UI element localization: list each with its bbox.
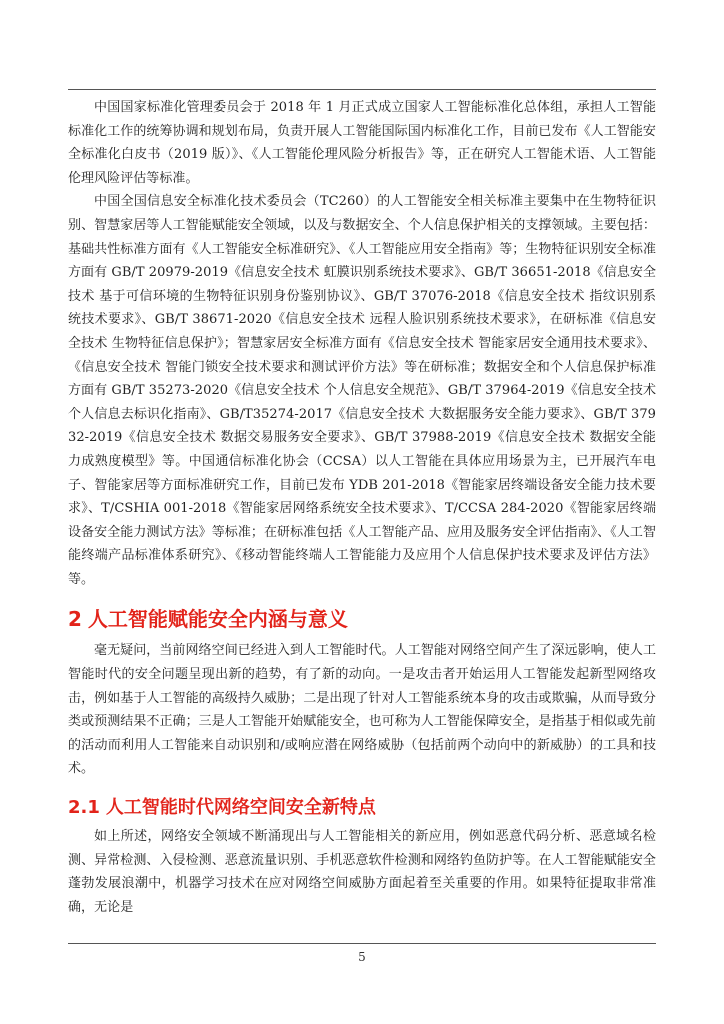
paragraph-section-2-1: 如上所述，网络安全领域不断涌现出与人工智能相关的新应用，例如恶意代码分析、恶意域名检测、异常检测、入侵检测、恶意流量识别、手机恶意软件检测和网络钓鱼防护等。在人工智能赋能安全蓬勃发展浪潮中，机器学习技术在应对网络空间威胁方面起着至关重要的作用。如果特征提取非常准确，无论是: [68, 829, 656, 915]
section-title: 人工智能赋能安全内涵与意义: [87, 607, 348, 632]
paragraph-tc260-standards: 中国全国信息安全标准化技术委员会（TC260）的人工智能安全相关标准主要集中在生物特征识别、智慧家居等人工智能赋能安全领域，以及与数据安全、个人信息保护相关的支撑领域。主要包括：基础共性标准方面有《人工智能安全标准研究》、《人工智能应用安全指南》等；生物特征识别安全标准方面有 GB/T 20979-2019《信息安全技术 虹膜识别系统技术要求》、GB/T 36651-2018《信息安全技术 基于可信环境的生物特征识别身份鉴别协议》、GB/T 37076-2018《信息安全技术 指纹识别系统技术要求》、GB/T 38671-2020《信息安全技术 远程人脸识别系统技术要求》，在研标准《信息安全技术 生物特征信息保护》；智慧家居安全标准方面有《信息安全技术 智能家居安全通用技术要求》、《信息安全技术 智能门锁安全技术要求和测试评价方法》等在研标准；数据安全和个人信息保护标准方面有 GB/T 35273-2020《信息安全技术 个人信息安全规范》、GB/T 37964-2019《信息安全技术 个人信息去标识化指南》、GB/T35274-2017《信息安全技术 大数据服务安全能力要求》、GB/T 37932-2019《信息安全技术 数据交易服务安全要求》、GB/T 37988-2019《信息安全技术 数据安全能力成熟度模型》等。中国通信标准化协会（CCSA）以人工智能在具体应用场景为主，已开展汽车电子、智能家居等方面标准研究工作，目前已发布 YDB 201-2018《智能家居终端设备安全能力技术要求》、T/CSHIA 001-2018《智能家居网络系统安全技术要求》、T/CCSA 284-2020《智能家居终端设备安全能力测试方法》等标准；在研标准包括《人工智能产品、应用及服务安全评估指南》、《人工智能终端产品标准体系研究》、《移动智能终端人工智能能力及应用个人信息保护技术要求及评估方法》等。: [68, 194, 656, 587]
page-content: [68, 96, 656, 919]
footer-rule: [68, 943, 656, 944]
paragraph-sac-standards: 中国国家标准化管理委员会于 2018 年 1 月正式成立国家人工智能标准化总体组，承担人工智能标准化工作的统筹协调和规划布局，负责开展人工智能国际国内标准化工作，目前已发布《人工智能安全标准化白皮书（2019 版）》、《人工智能伦理风险分析报告》等，正在研究人工智能术语、人工智能伦理风险评估等标准。: [68, 100, 656, 186]
section-heading-2: [68, 605, 656, 633]
header-rule: [68, 89, 656, 90]
page-number: 5: [358, 950, 366, 964]
section-heading-2-1: [68, 795, 656, 821]
paragraph-section-2: 毫无疑问，当前网络空间已经进入到人工智能时代。人工智能对网络空间产生了深远影响，使人工智能时代的安全问题呈现出新的趋势，有了新的动向。一是攻击者开始运用人工智能发起新型网络攻击，例如基于人工智能的高级持久威胁；二是出现了针对人工智能系统本身的攻击或欺骗，从而导致分类或预测结果不正确；三是人工智能开始赋能安全，也可称为人工智能保障安全，是指基于相似或先前的活动而利用人工智能来自动识别和/或响应潜在网络威胁（包括前两个动向中的新威胁）的工具和技术。: [68, 643, 656, 777]
section-number: 2: [68, 607, 82, 632]
subsection-number: 2.1: [68, 797, 100, 819]
subsection-title: 人工智能时代网络空间安全新特点: [105, 797, 376, 819]
